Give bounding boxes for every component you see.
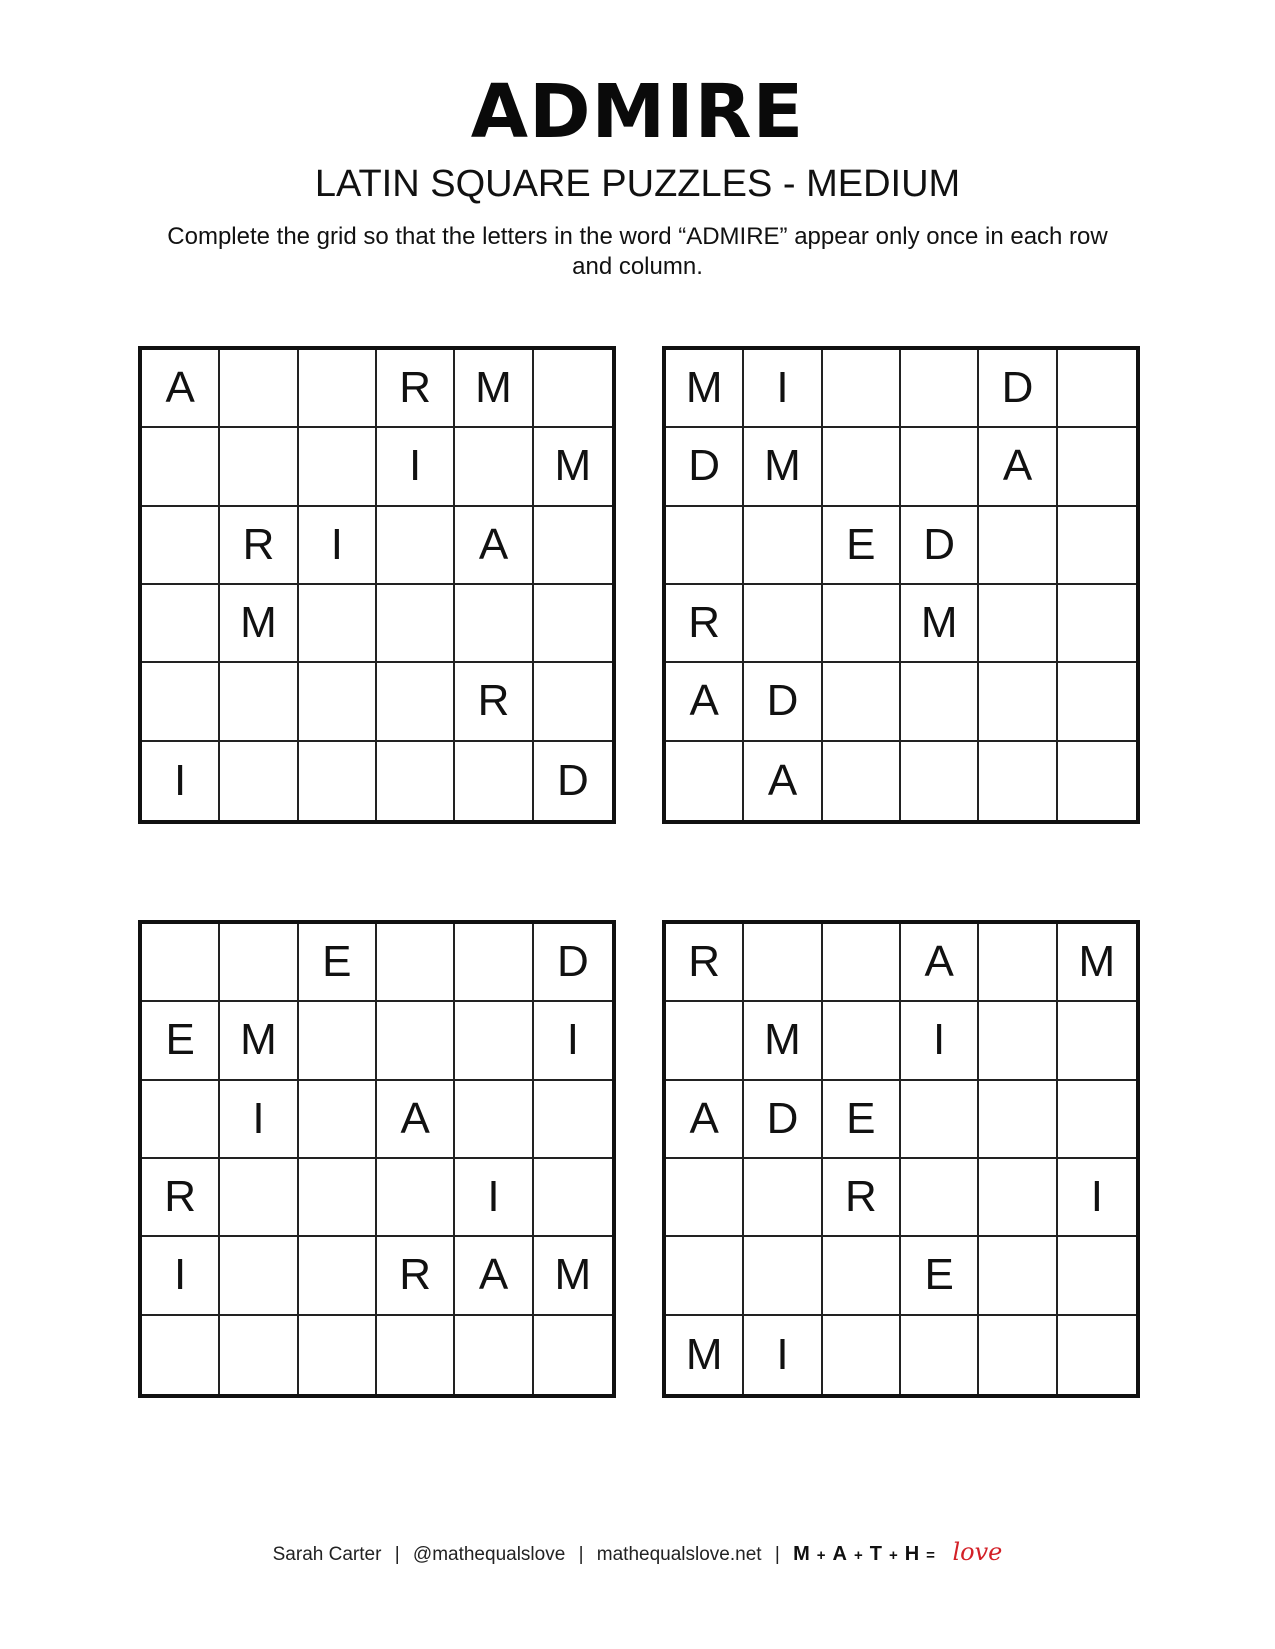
empty-cell[interactable]	[299, 1002, 377, 1080]
page-title: ADMIRE	[470, 69, 805, 155]
empty-cell[interactable]	[299, 1237, 377, 1315]
empty-cell[interactable]	[823, 1316, 901, 1394]
empty-cell[interactable]	[142, 1081, 220, 1159]
given-cell: I	[142, 742, 220, 820]
brand-plus: +	[888, 1547, 899, 1564]
empty-cell[interactable]	[377, 924, 455, 1002]
given-cell: I	[299, 507, 377, 585]
empty-cell[interactable]	[220, 428, 298, 506]
empty-cell[interactable]	[1058, 1237, 1136, 1315]
given-cell: D	[979, 350, 1057, 428]
given-cell: E	[823, 507, 901, 585]
empty-cell[interactable]	[220, 1159, 298, 1237]
empty-cell[interactable]	[220, 924, 298, 1002]
given-cell: R	[377, 350, 455, 428]
given-cell: A	[666, 1081, 744, 1159]
empty-cell[interactable]	[299, 1081, 377, 1159]
empty-cell[interactable]	[823, 428, 901, 506]
empty-cell[interactable]	[1058, 1316, 1136, 1394]
empty-cell[interactable]	[377, 507, 455, 585]
empty-cell[interactable]	[666, 1237, 744, 1315]
empty-cell[interactable]	[979, 924, 1057, 1002]
empty-cell[interactable]	[455, 428, 533, 506]
given-cell: R	[823, 1159, 901, 1237]
given-cell: I	[455, 1159, 533, 1237]
empty-cell[interactable]	[823, 350, 901, 428]
empty-cell[interactable]	[455, 1002, 533, 1080]
given-cell: M	[901, 585, 979, 663]
footer-handle: @mathequalslove	[412, 1544, 566, 1565]
puzzle-grid-3	[138, 920, 616, 1398]
empty-cell[interactable]	[979, 1237, 1057, 1315]
empty-cell[interactable]	[377, 1316, 455, 1394]
brand-plus: +	[816, 1547, 827, 1564]
given-cell: I	[534, 1002, 612, 1080]
empty-cell[interactable]	[979, 742, 1057, 820]
brand-letter: T	[869, 1543, 883, 1565]
given-cell: A	[744, 742, 822, 820]
given-cell: I	[377, 428, 455, 506]
empty-cell[interactable]	[299, 428, 377, 506]
empty-cell[interactable]	[823, 1002, 901, 1080]
empty-cell[interactable]	[1058, 428, 1136, 506]
given-cell: M	[220, 1002, 298, 1080]
empty-cell[interactable]	[534, 585, 612, 663]
empty-cell[interactable]	[142, 1316, 220, 1394]
empty-cell[interactable]	[901, 742, 979, 820]
footer-author: Sarah Carter	[272, 1544, 382, 1565]
empty-cell[interactable]	[377, 1002, 455, 1080]
empty-cell[interactable]	[142, 663, 220, 741]
empty-cell[interactable]	[666, 1159, 744, 1237]
empty-cell[interactable]	[901, 350, 979, 428]
brand-letter: H	[904, 1543, 921, 1565]
empty-cell[interactable]	[220, 663, 298, 741]
empty-cell[interactable]	[377, 1159, 455, 1237]
given-cell: D	[556, 755, 589, 805]
empty-cell[interactable]	[534, 1159, 612, 1237]
empty-cell[interactable]	[979, 1316, 1057, 1394]
empty-cell[interactable]	[979, 585, 1057, 663]
given-cell: R	[666, 924, 744, 1002]
empty-cell[interactable]	[299, 1159, 377, 1237]
puzzle-grid-2	[662, 346, 1140, 824]
given-cell: M	[1058, 924, 1136, 1002]
given-cell: E	[823, 1081, 901, 1159]
empty-cell[interactable]	[534, 350, 612, 428]
given-cell: A	[666, 663, 744, 741]
given-cell: M	[666, 350, 744, 428]
brand-plus: +	[853, 1547, 864, 1564]
given-cell: D	[901, 507, 979, 585]
empty-cell[interactable]	[979, 1002, 1057, 1080]
given-cell: M	[744, 428, 822, 506]
brand-letter: A	[832, 1543, 848, 1565]
empty-cell[interactable]	[666, 1002, 744, 1080]
footer-separator: |	[774, 1544, 780, 1565]
empty-cell[interactable]	[666, 507, 744, 585]
page-subtitle: LATIN SQUARE PUZZLES - MEDIUM	[314, 163, 961, 205]
empty-cell[interactable]	[142, 924, 220, 1002]
empty-cell[interactable]	[142, 585, 220, 663]
empty-cell[interactable]	[744, 507, 822, 585]
empty-cell[interactable]	[299, 585, 377, 663]
empty-cell[interactable]	[901, 663, 979, 741]
footer-separator: |	[578, 1544, 584, 1565]
given-cell: M	[220, 585, 298, 663]
empty-cell[interactable]	[1058, 350, 1136, 428]
given-cell: A	[377, 1081, 455, 1159]
empty-cell[interactable]	[299, 350, 377, 428]
empty-cell[interactable]	[823, 663, 901, 741]
empty-cell[interactable]	[377, 742, 455, 820]
empty-cell[interactable]	[299, 742, 377, 820]
given-cell: R	[142, 1159, 220, 1237]
given-cell: E	[142, 1002, 220, 1080]
empty-cell[interactable]	[534, 663, 612, 741]
given-cell: D	[666, 428, 744, 506]
empty-cell[interactable]	[901, 1081, 979, 1159]
empty-cell[interactable]	[901, 1316, 979, 1394]
empty-cell[interactable]	[901, 428, 979, 506]
empty-cell[interactable]	[142, 507, 220, 585]
empty-cell[interactable]	[901, 1159, 979, 1237]
empty-cell[interactable]	[455, 585, 533, 663]
empty-cell[interactable]	[744, 585, 822, 663]
given-cell: D	[744, 1081, 822, 1159]
given-cell: R	[666, 585, 744, 663]
empty-cell[interactable]	[979, 663, 1057, 741]
given-cell: M	[744, 1002, 822, 1080]
empty-cell[interactable]	[823, 924, 901, 1002]
footer-separator: |	[394, 1544, 400, 1565]
instructions-text: Complete the grid so that the letters in the word “ADMIRE” appear only once in each row and column.	[167, 223, 1108, 280]
empty-cell[interactable]	[534, 1081, 612, 1159]
given-cell: M	[534, 1237, 612, 1315]
empty-cell[interactable]	[220, 742, 298, 820]
brand-letter: M	[793, 1543, 811, 1565]
given-cell: I	[220, 1081, 298, 1159]
empty-cell[interactable]	[220, 1316, 298, 1394]
empty-cell[interactable]	[979, 1159, 1057, 1237]
empty-cell[interactable]	[666, 742, 744, 820]
empty-cell[interactable]	[455, 742, 533, 820]
given-cell: A	[455, 1237, 533, 1315]
puzzle-grid-1	[138, 346, 616, 824]
empty-cell[interactable]	[744, 1237, 822, 1315]
given-cell: I	[901, 1002, 979, 1080]
given-cell: M	[666, 1316, 744, 1394]
given-cell: R	[220, 507, 298, 585]
given-cell: A	[901, 924, 979, 1002]
empty-cell[interactable]	[455, 1081, 533, 1159]
given-cell: E	[901, 1237, 979, 1315]
brand-love-script: love	[952, 1538, 1003, 1566]
brand-logo	[793, 1543, 948, 1565]
given-cell: I	[142, 1237, 220, 1315]
given-cell: I	[744, 1316, 822, 1394]
given-cell: R	[455, 663, 533, 741]
empty-cell[interactable]	[744, 924, 822, 1002]
empty-cell[interactable]	[455, 1316, 533, 1394]
empty-cell[interactable]	[220, 350, 298, 428]
empty-cell[interactable]	[1058, 585, 1136, 663]
empty-cell[interactable]	[1058, 507, 1136, 585]
given-cell: A	[979, 428, 1057, 506]
given-cell: I	[1058, 1159, 1136, 1237]
empty-cell[interactable]	[1058, 742, 1136, 820]
brand-equals: =	[926, 1547, 936, 1564]
given-cell: D	[534, 924, 612, 1002]
empty-cell[interactable]	[979, 1081, 1057, 1159]
empty-cell[interactable]	[299, 663, 377, 741]
empty-cell[interactable]	[1058, 663, 1136, 741]
given-cell: D	[744, 663, 822, 741]
given-cell: I	[744, 350, 822, 428]
empty-cell[interactable]	[377, 663, 455, 741]
empty-cell[interactable]	[299, 1316, 377, 1394]
empty-cell[interactable]	[823, 1237, 901, 1315]
empty-cell[interactable]	[823, 585, 901, 663]
empty-cell[interactable]	[220, 1237, 298, 1315]
footer-website: mathequalslove.net	[596, 1544, 762, 1565]
puzzle-grid-4	[662, 920, 1140, 1398]
empty-cell[interactable]	[1058, 1081, 1136, 1159]
empty-cell[interactable]	[1058, 1002, 1136, 1080]
given-cell: A	[455, 507, 533, 585]
empty-cell[interactable]	[142, 428, 220, 506]
given-cell: R	[377, 1237, 455, 1315]
empty-cell[interactable]	[744, 1159, 822, 1237]
empty-cell[interactable]	[823, 742, 901, 820]
footer	[0, 1538, 1275, 1566]
given-cell: M	[455, 350, 533, 428]
empty-cell[interactable]	[534, 1316, 612, 1394]
empty-cell[interactable]	[979, 507, 1057, 585]
empty-cell[interactable]	[377, 585, 455, 663]
given-cell: E	[299, 924, 377, 1002]
empty-cell[interactable]	[455, 924, 533, 1002]
given-cell: A	[142, 350, 220, 428]
empty-cell[interactable]	[534, 507, 612, 585]
given-cell: M	[534, 428, 612, 506]
